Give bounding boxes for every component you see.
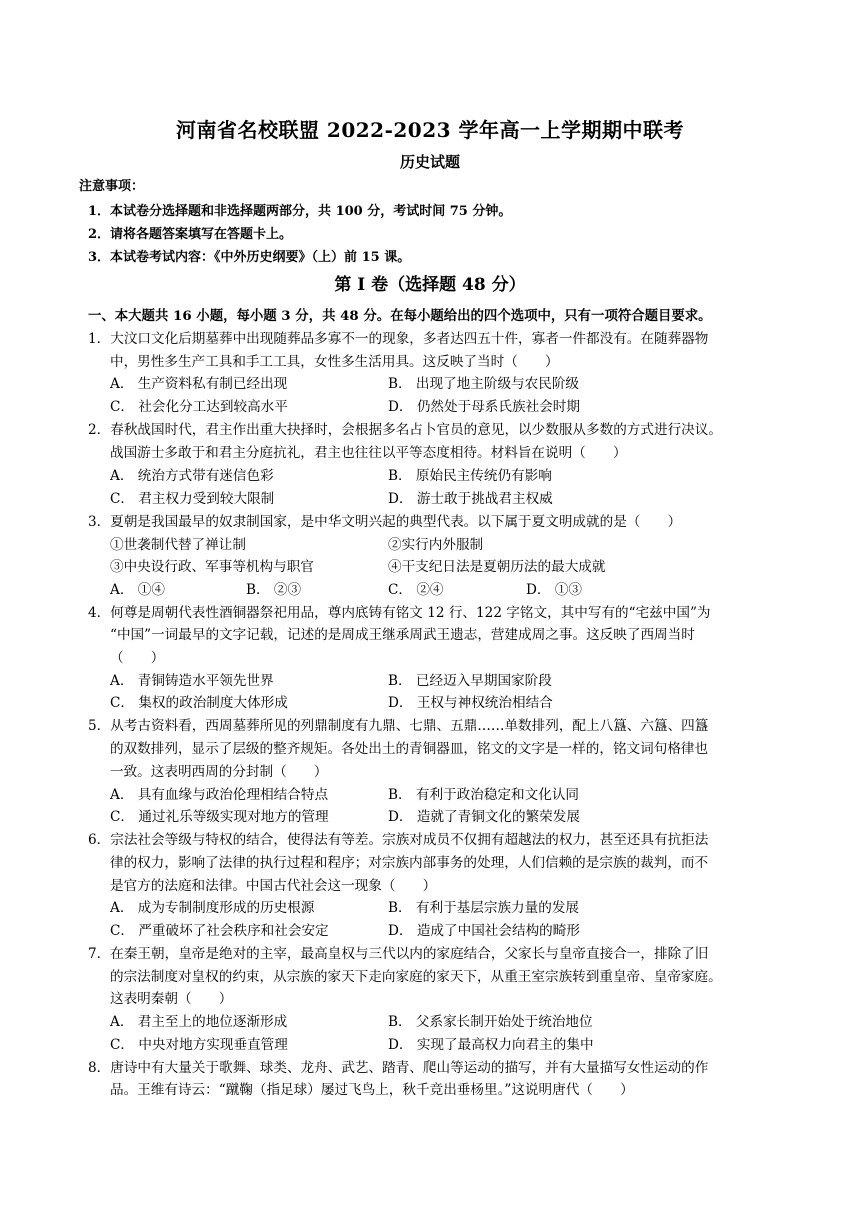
question-1-text: 1．大汶口文化后期墓葬中出现随葬品多寡不一的现象，多者达四五十件，寡者一件都没有。在随葬器物 [88,331,709,347]
question-6-text: 律的权力，影响了法律的执行过程和程序；对宗族内部事务的处理，人们信赖的是宗族的裁判，而不 [110,855,709,871]
section-title: 第 I 卷（选择题 48 分） [334,275,526,295]
question-7-text: 这表明秦朝（ ） [110,991,233,1007]
question-3-text: 3．夏朝是我国最早的奴隶制国家，是中华文明兴起的典型代表。以下属于夏文明成就的是（ ） [88,514,682,530]
question-5-text: 5．从考古资料看，西周墓葬所见的列鼎制度有九鼎、七鼎、五鼎……单数排列，配上八簋、六簋、四簋 [88,718,709,734]
question-2-option-a: A． 统治方式带有迷信色彩 [110,468,274,484]
question-1-option-a: A． 生产资料私有制已经出现 [110,376,288,392]
question-5-option-c: C． 通过礼乐等级实现对地方的管理 [110,809,329,825]
question-6-option-c: C． 严重破坏了社会秩序和社会安定 [110,923,329,939]
question-8-text: 品。王维有诗云：“蹴鞠（指足球）屡过飞鸟上，秋千竞出垂杨里。”这说明唐代（ ） [110,1082,634,1098]
question-3-option-b: B． ②③ [246,582,302,598]
question-2-text: 战国游士多敢于和君主分庭抗礼，君主也往往以平等态度相待。材料旨在说明（ ） [110,445,627,461]
question-4-text: （ ） [110,650,165,666]
question-5-option-a: A． 具有血缘与政治伦理相结合特点 [110,787,329,803]
page-subtitle: 历史试题 [399,153,460,171]
question-6-text: 是官方的法庭和法律。中国古代社会这一现象（ ） [110,878,437,894]
section-instruction: 一、本大题共 16 小题，每小题 3 分，共 48 分。在每小题给出的四个选项中，只有一项符合题目要求。 [88,308,712,324]
question-7-text: 7．在秦王朝，皇帝是绝对的主宰，最高皇权与三代以内的家庭结合，父家长与皇帝直接合一，排除了旧 [88,946,709,962]
question-5-option-d: D． 造就了青铜文化的繁荣发展 [388,809,580,825]
question-5-text: 一致。这表明西周的分封制（ ） [110,764,328,780]
question-6-option-d: D． 造成了中国社会结构的畸形 [388,923,580,939]
note-item: 2．请将各题答案填写在答题卡上。 [88,227,293,242]
question-3-item: ④干支纪日法是夏朝历法的最大成就 [388,559,606,575]
note-item: 3．本试卷考试内容：《中外历史纲要》（上）前 15 课。 [88,250,411,265]
question-6-option-a: A． 成为专制制度形成的历史根源 [110,900,315,916]
question-4-option-a: A． 青铜铸造水平领先世界 [110,673,274,689]
question-5-text: 的双数排列，显示了层级的整齐规矩。各处出土的青铜器皿，铭文的文字是一样的，铭文词句格律也 [110,741,709,757]
question-4-option-b: B． 已经迈入早期国家阶段 [388,673,552,689]
question-1-option-b: B． 出现了地主阶级与农民阶级 [388,376,580,392]
question-4-text: “中国”一词最早的文字记载，记述的是周成王继承周武王遗志，营建成周之事。这反映了西周当时 [110,627,695,643]
question-3-option-a: A． ①④ [110,582,165,598]
question-6-option-b: B． 有利于基层宗族力量的发展 [388,900,580,916]
question-4-text: 4．何尊是周朝代表性酒铜器祭祀用品，尊内底铸有铭文 12 行、122 字铭文，其中写有的“宅兹中国”为 [88,605,711,621]
question-3-item: ①世袭制代替了禅让制 [110,537,246,553]
question-1-text: 中，男性多生产工具和手工工具，女性多生活用具。这反映了当时（ ） [110,354,559,370]
question-2-option-b: B． 原始民主传统仍有影响 [388,468,552,484]
question-3-item: ②实行内外服制 [388,537,484,553]
question-5-option-b: B． 有利于政治稳定和文化认同 [388,787,580,803]
question-3-option-c: C． ②④ [388,582,444,598]
question-3-item: ③中央设行政、军事等机构与职官 [110,559,314,575]
question-2-text: 2．春秋战国时代，君主作出重大抉择时，会根据多名占卜官员的意见，以少数服从多数的方式进行决议。 [88,422,722,438]
question-7-option-b: B． 父系家长制开始处于统治地位 [388,1014,593,1030]
question-1-option-c: C． 社会化分工达到较高水平 [110,399,288,415]
question-8-text: 8．唐诗中有大量关于歌舞、球类、龙舟、武艺、踏青、爬山等运动的描写，并有大量描写女性运动的作 [88,1060,709,1076]
page-title: 河南省名校联盟 2022-2023 学年高一上学期期中联考 [175,118,685,142]
question-3-option-d: D． ①③ [526,582,583,598]
question-1-option-d: D． 仍然处于母系氏族社会时期 [388,399,580,415]
question-2-option-d: D． 游士敢于挑战君主权威 [388,491,553,507]
question-7-option-a: A． 君主至上的地位逐渐形成 [110,1014,288,1030]
note-item: 1．本试卷分选择题和非选择题两部分，共 100 分，考试时间 75 分钟。 [88,204,512,219]
notes-heading: 注意事项： [79,179,145,194]
question-4-option-c: C． 集权的政治制度大体形成 [110,695,288,711]
question-6-text: 6．宗法社会等级与特权的结合，使得法有等差。宗族对成员不仅拥有超越法的权力，甚至还具有抗拒法 [88,832,709,848]
question-2-option-c: C． 君主权力受到较大限制 [110,491,275,507]
question-7-option-d: D． 实现了最高权力向君主的集中 [388,1037,594,1053]
question-4-option-d: D． 王权与神权统治相结合 [388,695,553,711]
question-7-text: 的宗法制度对皇权的约束，从宗族的家天下走向家庭的家天下，从重王室宗族转到重皇帝、皇帝家庭。 [110,969,722,985]
question-7-option-c: C． 中央对地方实现垂直管理 [110,1037,288,1053]
